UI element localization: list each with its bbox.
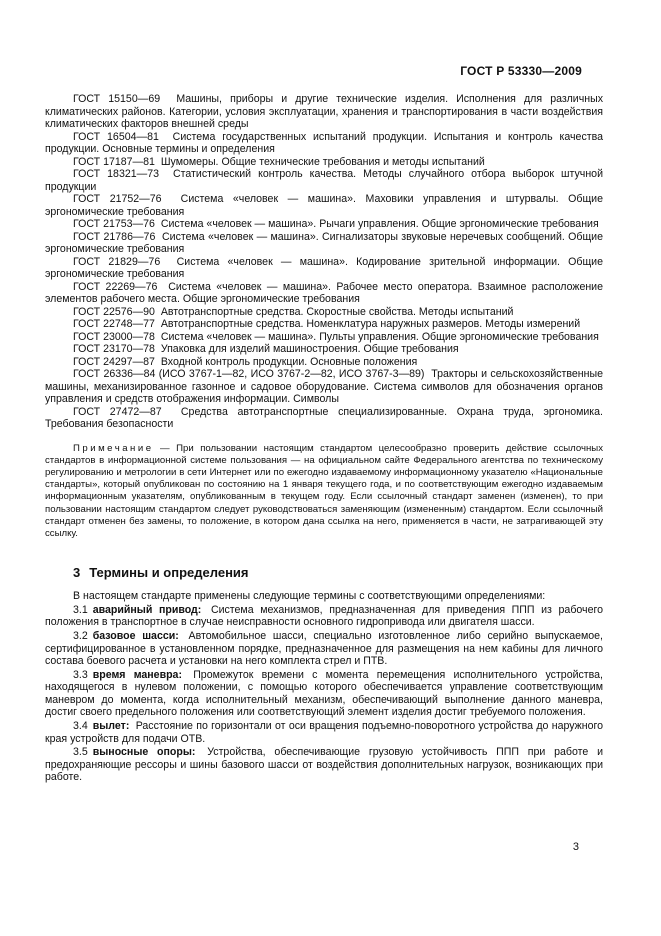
term-number: 3.4 xyxy=(73,720,88,733)
reference-item: ГОСТ 21786—76 Система «человек — машина». Сигнализаторы звуковые неречевых сообщений. Общие эргономические требования xyxy=(45,230,603,255)
page-content xyxy=(45,64,603,785)
note-label: Примечание xyxy=(73,442,154,454)
references-list xyxy=(45,93,603,431)
term-definition: Устройства, обеспечивающие грузовую устойчивость ППП при работе и предохраняющие рессоры и шины базового шасси от воздействия дополнительных нагрузок, возникающих при работе. xyxy=(45,746,604,784)
reference-item: ГОСТ 23000—78 Система «человек — машина». Пульты управления. Общие эргономические требования xyxy=(73,330,599,343)
term-item xyxy=(45,720,603,745)
term-item xyxy=(45,669,603,719)
term-definition: Система механизмов, предназначенная для приведения ППП из рабочего положения в транспортное в случае неисправности основного гидропривода или двигателя шасси. xyxy=(45,603,603,629)
reference-item: ГОСТ 24297—87 Входной контроль продукции. Основные положения xyxy=(73,355,418,368)
reference-item: ГОСТ 22269—76 Система «человек — машина». Рабочее место оператора. Взаимное расположение элементов рабочего места. Общие эргономические требования xyxy=(45,280,603,305)
reference-item: ГОСТ 16504—81 Система государственных испытаний продукции. Испытания и контроль качества продукции. Основные термины и определения xyxy=(45,130,603,155)
note-dash: — xyxy=(160,442,170,454)
reference-item: ГОСТ 18321—73 Статистический контроль качества. Методы случайного отбора выборок штучной продукции xyxy=(45,168,603,193)
term-item xyxy=(45,746,603,784)
note-paragraph xyxy=(45,443,603,541)
reference-item: ГОСТ 21753—76 Система «человек — машина». Рычаги управления. Общие эргономические требования xyxy=(73,218,599,230)
term-definition: Расстояние по горизонтали от оси вращения подъемно-поворотного устройства до наружного края устройств для подачи ОТВ. xyxy=(45,720,603,745)
reference-item: ГОСТ 17187—81 Шумомеры. Общие технические требования и методы испытаний xyxy=(73,155,485,168)
reference-item: ГОСТ 22748—77 Автотранспортные средства. Номенклатура наружных размеров. Методы измерений xyxy=(73,318,581,330)
reference-item: ГОСТ 27472—87 Средства автотранспортные специализированные. Охрана труда, эргономика. Требования безопасности xyxy=(45,405,603,430)
reference-item: ГОСТ 15150—69 Машины, приборы и другие технические изделия. Исполнения для различных климатических районов. Категории, условия эксплуатации, хранения и транспортирования в части воздействия климатических факторов внешней среды xyxy=(45,93,603,130)
term-number: 3.2 xyxy=(73,629,88,642)
term-name: базовое шасси: xyxy=(92,629,179,642)
term-number: 3.1 xyxy=(73,603,88,616)
term-definition: Промежуток времени с момента перемещения исполнительного устройства, находящегося в нулевом положении, с помощью которого обеспечивается управление соответствующим маневром до момента, когда исполнительный механизм, обеспечивающий выполнение данного маневра, достиг своего предельного положения или соответствующий элемент изделия достиг требуемого положения. xyxy=(45,668,603,719)
reference-item: ГОСТ 22576—90 Автотранспортные средства. Скоростные свойства. Методы испытаний xyxy=(73,305,514,318)
section-intro: В настоящем стандарте применены следующие термины с соответствующими определениями: xyxy=(73,590,546,603)
page-number: 3 xyxy=(572,841,579,853)
term-item xyxy=(45,630,603,668)
term-item xyxy=(45,604,603,629)
term-number: 3.3 xyxy=(73,668,88,681)
section-heading xyxy=(45,565,603,580)
terms-block xyxy=(45,590,603,784)
reference-item: ГОСТ 21829—76 Система «человек — машина». Кодирование зрительной информации. Общие эргономические требования xyxy=(45,255,603,280)
term-number: 3.5 xyxy=(73,746,88,759)
term-name: вылет: xyxy=(92,720,130,733)
term-name: время маневра: xyxy=(92,668,182,681)
reference-item: ГОСТ 23170—78 Упаковка для изделий машиностроения. Общие требования xyxy=(73,343,459,355)
doc-code: ГОСТ Р 53330—2009 xyxy=(460,64,582,78)
reference-item: ГОСТ 26336—84 (ИСО 3767-1—82, ИСО 3767-2—82, ИСО 3767-3—89) Тракторы и сельскохозяйственные машины, механизированное газонное и садовое оборудование. Система символов для обозначения органов управления и средств отображения информации. Символы xyxy=(45,368,603,405)
section-number: 3 xyxy=(73,565,81,581)
section-title: Термины и определения xyxy=(89,565,249,581)
term-name: аварийный привод: xyxy=(92,603,202,616)
term-name: выносные опоры: xyxy=(92,746,196,759)
note-text: При пользовании настоящим стандартом целесообразно проверить действие ссылочных стандартов в информационной системе пользования — на официальном сайте Федерального агентства по техническому регулированию и метрологии в сети Интернет или по ежегодно издаваемому информационному указателю «Национальные стандарты», который опубликован по состоянию на 1 января текущего года, и по соответствующим ежегодно издаваемым информационным указателям, опубликованным в текущем году. Если ссылочный стандарт заменен (изменен), то при пользовании настоящим стандартом следует руководствоваться заменяющим (измененным) стандартом. Если ссылочный стандарт отменен без замены, то положение, в котором дана ссылка на него, применяется в части, не затрагивающей эту ссылку. xyxy=(45,442,603,539)
term-definition: Автомобильное шасси, специально изготовленное либо серийно выпускаемое, сертифицированное в установленном порядке, предназначенное для размещения на нем кабины для личного состава боевого расчета и установки на него комплекта стрел и ПТВ. xyxy=(45,629,603,668)
reference-item: ГОСТ 21752—76 Система «человек — машина». Маховики управления и штурвалы. Общие эргономические требования xyxy=(45,193,603,218)
